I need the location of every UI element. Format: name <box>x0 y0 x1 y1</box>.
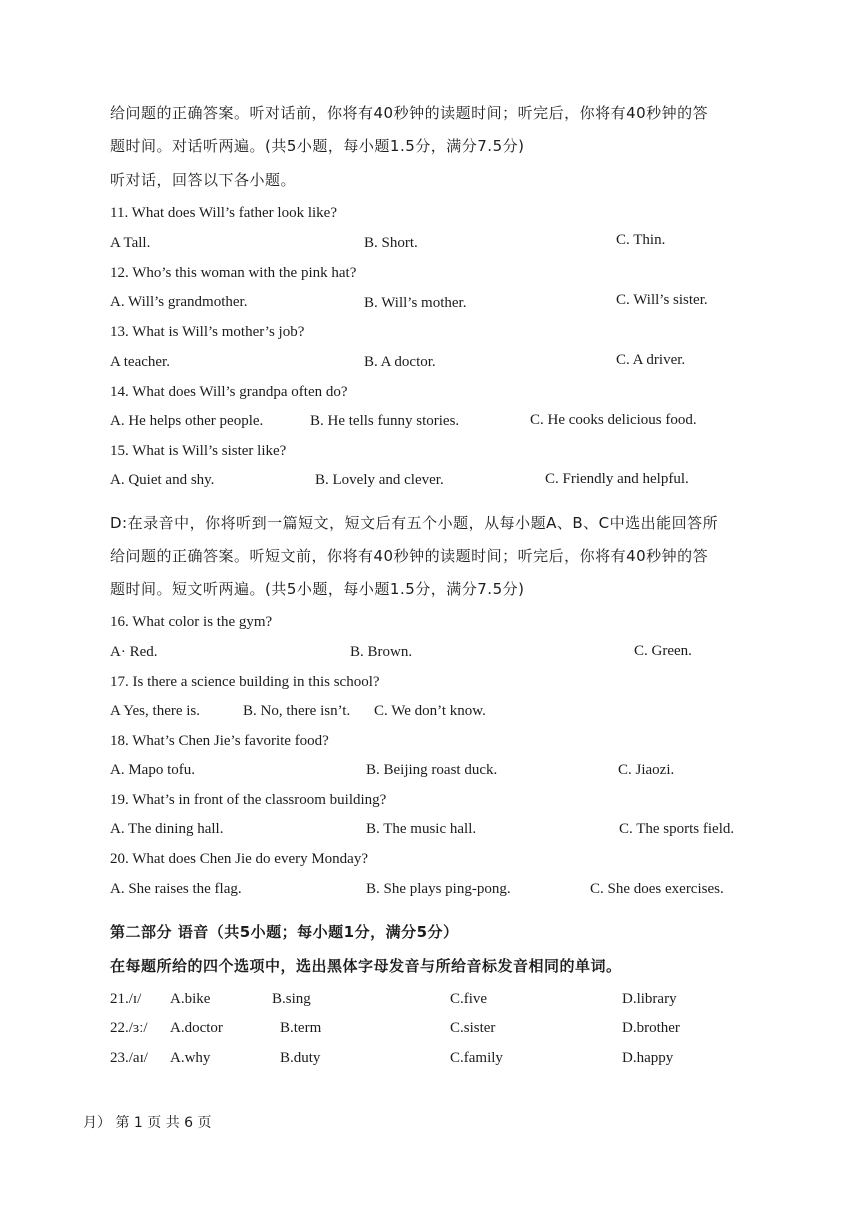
section-d-instruction-line-3: 题时间。短文听两遍。(共5小题，每小题1.5分，满分7.5分) <box>110 580 525 598</box>
question-13-stem: 13. What is Will’s mother’s job? <box>110 324 305 340</box>
question-21-number: 21./ɪ/ <box>110 991 142 1007</box>
question-22-option-a: A.doctor <box>170 1020 223 1036</box>
page-footer: 月） 第 1 页 共 6 页 <box>83 1115 212 1131</box>
question-23-option-c: C.family <box>450 1050 503 1066</box>
question-22-number: 22./ɜː/ <box>110 1020 148 1036</box>
question-23-number: 23./aɪ/ <box>110 1050 148 1066</box>
question-12-stem: 12. Who’s this woman with the pink hat? <box>110 265 357 281</box>
question-11-option-a: A Tall. <box>110 235 151 251</box>
section-d-instruction-line-1: D:在录音中，你将听到一篇短文，短文后有五个小题，从每小题A、B、C中选出能回答所 <box>110 514 719 532</box>
question-17-option-c: C. We don’t know. <box>374 703 486 719</box>
section-c-instruction-line-1: 给问题的正确答案。听对话前，你将有40秒钟的读题时间；听完后，你将有40秒钟的答 <box>110 104 709 122</box>
question-16-stem: 16. What color is the gym? <box>110 614 273 630</box>
question-18-option-a: A. Mapo tofu. <box>110 762 195 778</box>
part-2-title: 第二部分 语音（共5小题；每小题1分，满分5分） <box>110 923 459 941</box>
section-d-instruction-line-2: 给问题的正确答案。听短文前，你将有40秒钟的读题时间；听完后，你将有40秒钟的答 <box>110 547 709 565</box>
question-20-option-b: B. She plays ping-pong. <box>366 881 511 897</box>
question-15-stem: 15. What is Will’s sister like? <box>110 443 287 459</box>
question-16-option-c: C. Green. <box>634 643 692 659</box>
question-21-option-a: A.bike <box>170 991 211 1007</box>
part-2-instruction: 在每题所给的四个选项中，选出黑体字母发音与所给音标发音相同的单词。 <box>110 957 622 975</box>
question-15-option-a: A. Quiet and shy. <box>110 472 215 488</box>
question-19-option-b: B. The music hall. <box>366 821 477 837</box>
question-20-option-c: C. She does exercises. <box>590 881 724 897</box>
section-c-prompt: 听对话，回答以下各小题。 <box>110 171 297 189</box>
question-23-option-b: B.duty <box>280 1050 321 1066</box>
question-16-option-b: B. Brown. <box>350 644 413 660</box>
question-21-option-b: B.sing <box>272 991 311 1007</box>
question-13-option-c: C. A driver. <box>616 352 686 368</box>
question-14-option-c: C. He cooks delicious food. <box>530 412 697 428</box>
question-19-stem: 19. What’s in front of the classroom building? <box>110 792 387 808</box>
question-23-option-a: A.why <box>170 1050 211 1066</box>
question-19-option-c: C. The sports field. <box>619 821 735 837</box>
question-19-option-a: A. The dining hall. <box>110 821 224 837</box>
question-21-option-c: C.five <box>450 991 488 1007</box>
question-18-option-b: B. Beijing roast duck. <box>366 762 498 778</box>
question-15-option-b: B. Lovely and clever. <box>315 472 444 488</box>
question-16-option-a: A· Red. <box>110 644 158 660</box>
question-22-option-c: C.sister <box>450 1020 496 1036</box>
question-17-option-b: B. No, there isn’t. <box>243 703 351 719</box>
question-20-stem: 20. What does Chen Jie do every Monday? <box>110 851 368 867</box>
section-c-instruction-line-2: 题时间。对话听两遍。(共5小题，每小题1.5分，满分7.5分) <box>110 137 525 155</box>
question-11-option-b: B. Short. <box>364 235 418 251</box>
question-13-option-a: A teacher. <box>110 354 170 370</box>
question-22-option-d: D.brother <box>622 1020 680 1036</box>
question-20-option-a: A. She raises the flag. <box>110 881 242 897</box>
question-22-option-b: B.term <box>280 1020 322 1036</box>
question-14-option-a: A. He helps other people. <box>110 413 264 429</box>
question-23-option-d: D.happy <box>622 1050 674 1066</box>
question-13-option-b: B. A doctor. <box>364 354 436 370</box>
question-12-option-a: A. Will’s grandmother. <box>110 294 248 310</box>
question-14-option-b: B. He tells funny stories. <box>310 413 460 429</box>
question-17-option-a: A Yes, there is. <box>110 703 201 719</box>
question-15-option-c: C. Friendly and helpful. <box>545 471 689 487</box>
question-17-stem: 17. Is there a science building in this school? <box>110 674 380 690</box>
question-21-option-d: D.library <box>622 991 677 1007</box>
question-12-option-c: C. Will’s sister. <box>616 292 708 308</box>
question-14-stem: 14. What does Will’s grandpa often do? <box>110 384 348 400</box>
question-18-stem: 18. What’s Chen Jie’s favorite food? <box>110 733 329 749</box>
question-12-option-b: B. Will’s mother. <box>364 295 467 311</box>
question-18-option-c: C. Jiaozi. <box>618 762 675 778</box>
question-11-stem: 11. What does Will’s father look like? <box>110 205 337 221</box>
question-11-option-c: C. Thin. <box>616 232 666 248</box>
